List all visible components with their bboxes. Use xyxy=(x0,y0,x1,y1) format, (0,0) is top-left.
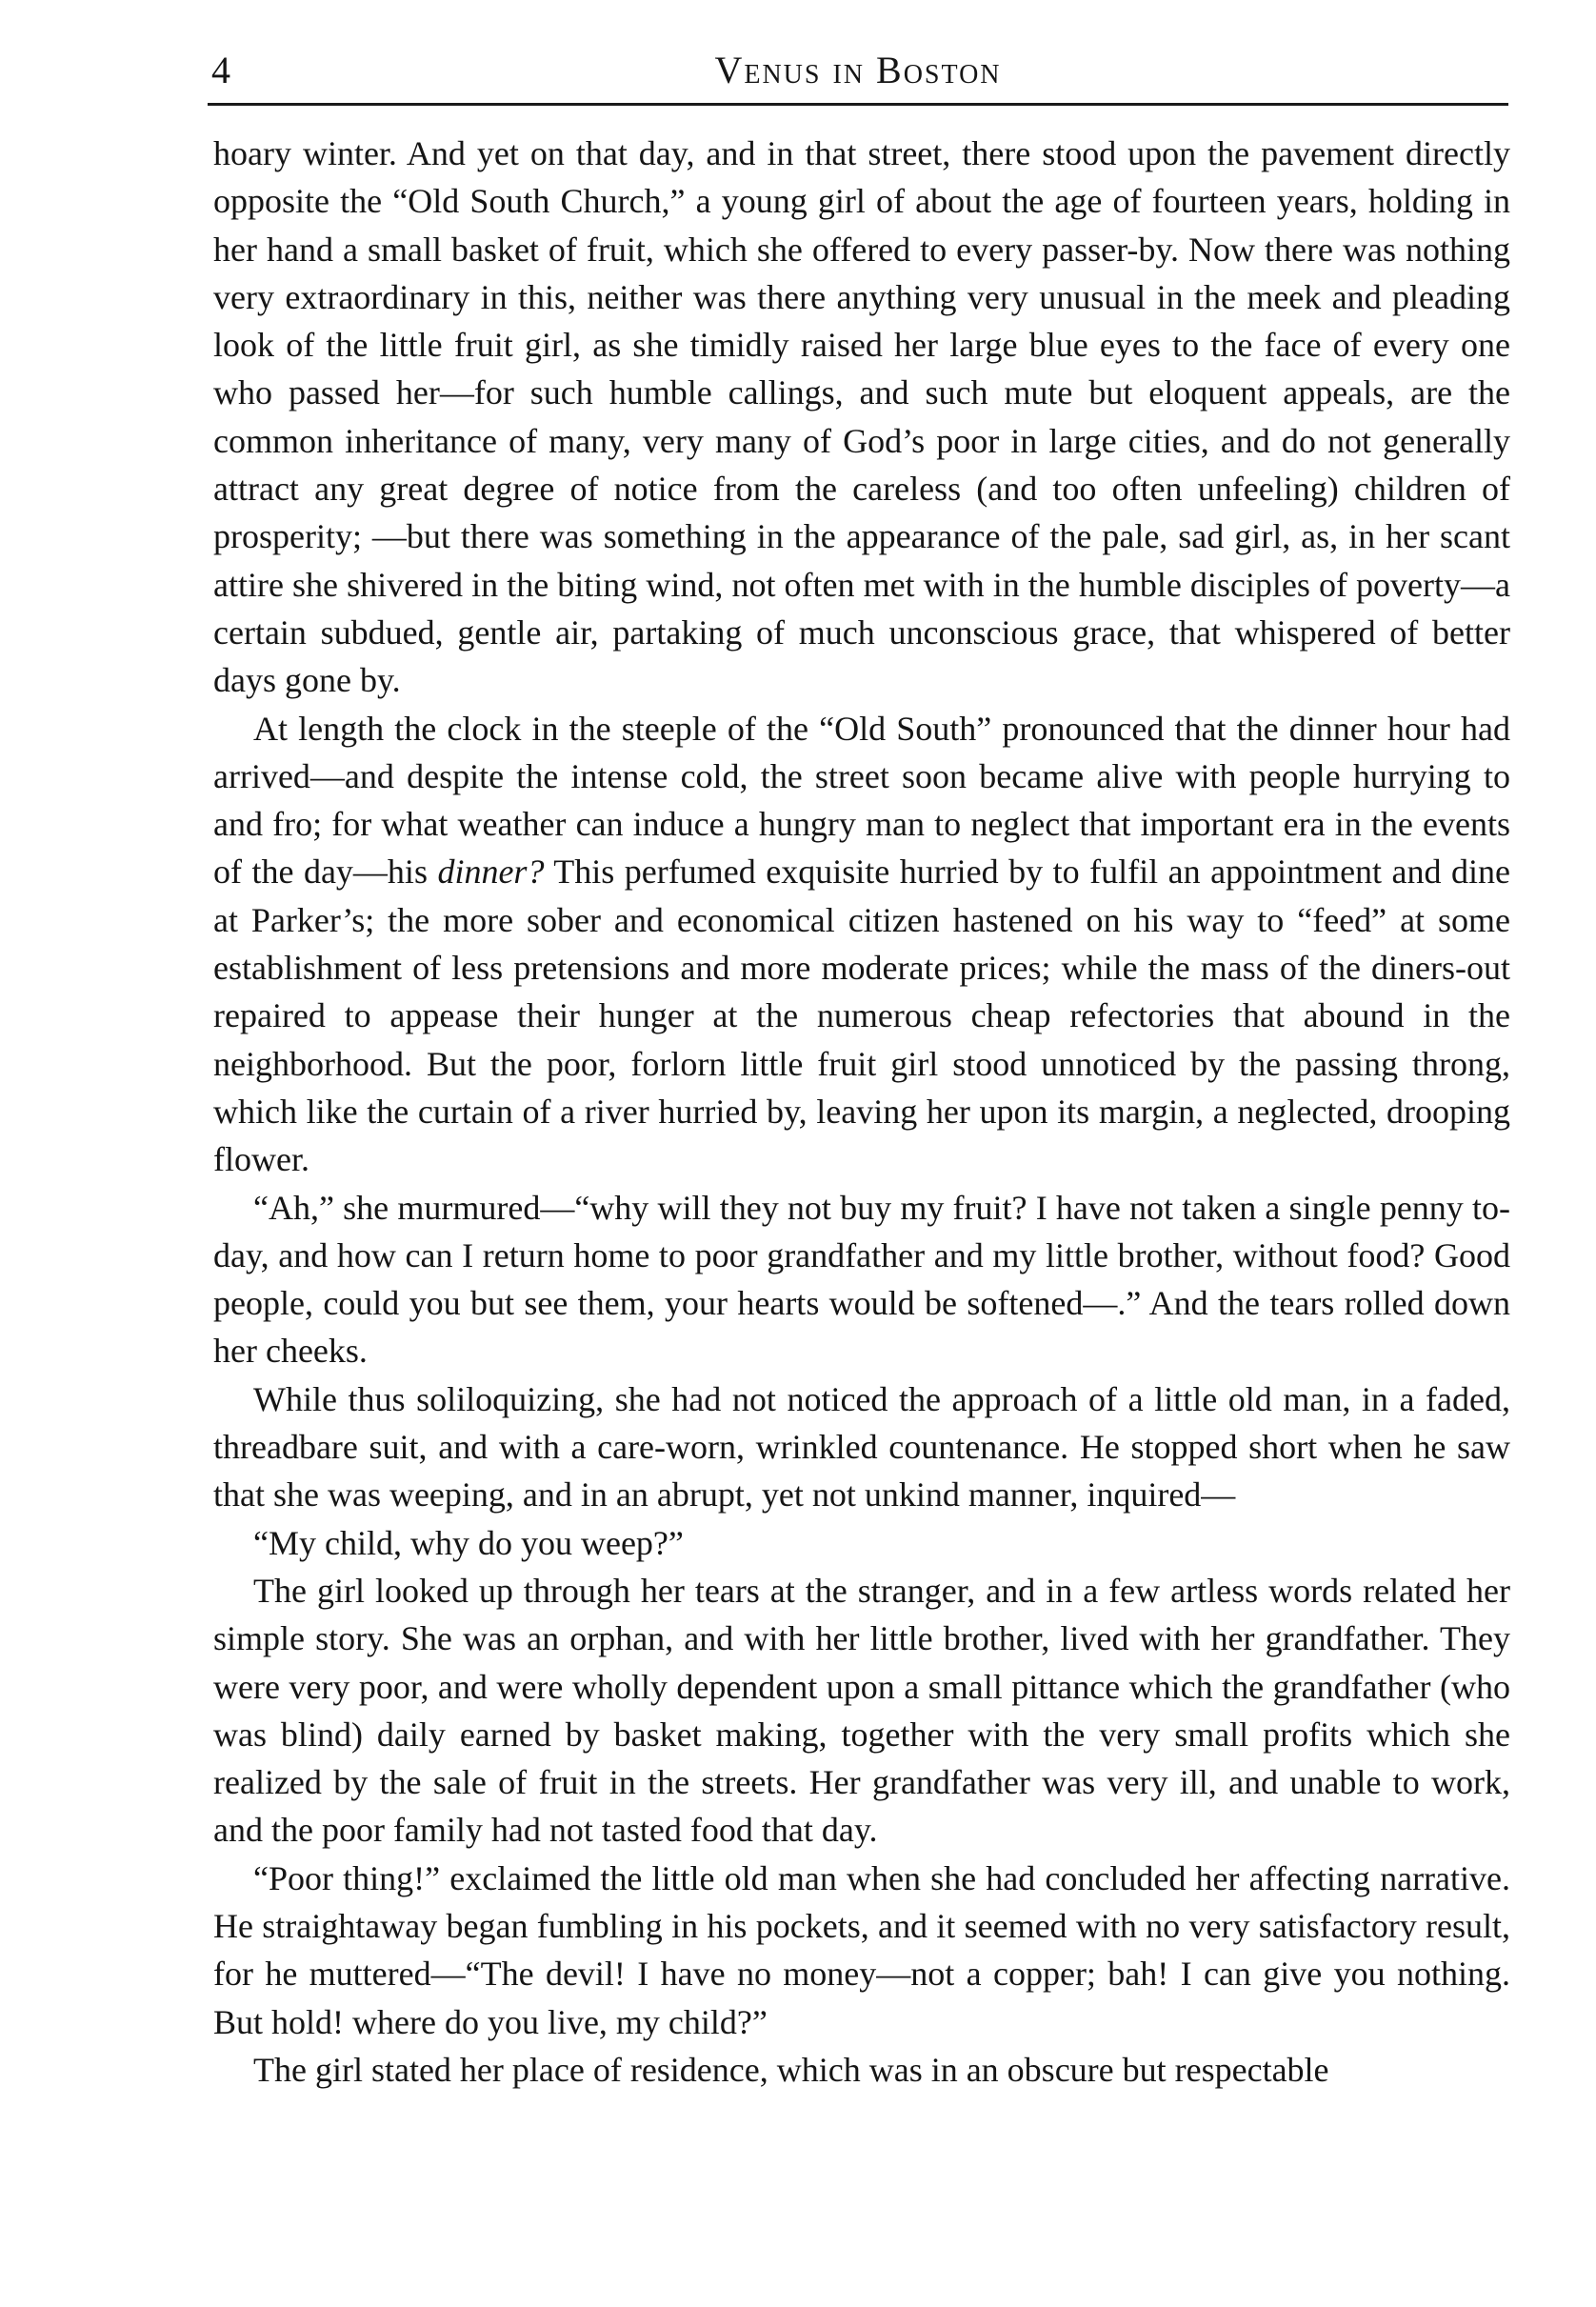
body-text xyxy=(213,130,1510,2094)
page-number: 4 xyxy=(211,49,230,91)
running-title: Venus in Boston xyxy=(714,49,1002,91)
emphasized-word: dinner? xyxy=(437,853,545,892)
paragraph: “Ah,” she murmured—“why will they not buy my fruit? I have not taken a single penny to-day, and how can I return home to poor grandfather and my little brother, without food? Good people, could you but see them, your hearts would be softened—.” And the tears rolled down her cheeks. xyxy=(213,1188,1510,1371)
paragraph: “Poor thing!” exclaimed the little old man when she had concluded her affecting narrative. He straightaway began fumbling in his pockets, and it seemed with no very satisfactory result, for he muttered—“The devil! I have no money—not a copper; bah! I can give you nothing. But hold! where do you live, my child?” xyxy=(213,1858,1510,2041)
paragraph: The girl looked up through her tears at the stranger, and in a few artless words related her simple story. She was an orphan, and with her little brother, lived with her grandfather. They were very poor, and were wholly dependent upon a small pittance which the grandfather (who was blind) daily earned by basket making, together with the very small profits which she realized by the sale of fruit in the streets. Her grandfather was very ill, and unable to work, and the poor family had not tasted food that day. xyxy=(213,1571,1510,1850)
paragraph: The girl stated her place of residence, which was in an obscure but respectable xyxy=(253,2050,1329,2089)
paragraph: “My child, why do you weep?” xyxy=(253,1523,684,1562)
paragraph-text: At length the clock in the steeple of the “Old South” pronounced that the dinner hour had arrived—and despite the intense cold, the street soon became alive with people hurrying to and fro; for what weather can induce a hungry man to neglect that important era in the events of the day—his xyxy=(213,709,1510,892)
paragraph: hoary winter. And yet on that day, and in that street, there stood upon the pavement directly opposite the “Old South Church,” a young girl of about the age of fourteen years, holding in her hand a small basket of fruit, which she offered to every passer-by. Now there was nothing very extraordinary in this, neither was there anything very unusual in the meek and pleading look of the little fruit girl, as she timidly raised her large blue eyes to the face of every one who passed her—for such humble callings, and such mute but eloquent appeals, are the common inheritance of many, very many of God’s poor in large cities, and do not generally attract any great degree of notice from the careless (and too often unfeeling) children of prosperity; —but there was something in the appearance of the pale, sad girl, as, in her scant attire she shivered in the biting wind, not often met with in the humble disciples of poverty—a certain subdued, gentle air, partaking of much unconscious grace, that whispered of better days gone by. xyxy=(213,134,1510,700)
paragraph xyxy=(213,705,1510,1184)
paragraph-text: This perfumed exquisite hurried by to fulfil an appointment and dine at Parker’s; the more sober and economical citizen hastened on his way to “feed” at some establishment of less pretensions and more moderate prices; while the mass of the diners-out repaired to appease their hunger at the numerous cheap refectories that abound in the neighborhood. But the poor, forlorn little fruit girl stood unnoticed by the passing throng, which like the curtain of a river hurried by, leaving her upon its margin, a neglected, drooping flower. xyxy=(213,853,1510,1179)
paragraph: While thus soliloquizing, she had not noticed the approach of a little old man, in a faded, threadbare suit, and with a care-worn, wrinkled countenance. He stopped short when he saw that she was weeping, and in an abrupt, yet not unkind manner, inquired— xyxy=(213,1379,1510,1515)
running-header xyxy=(208,42,1508,106)
